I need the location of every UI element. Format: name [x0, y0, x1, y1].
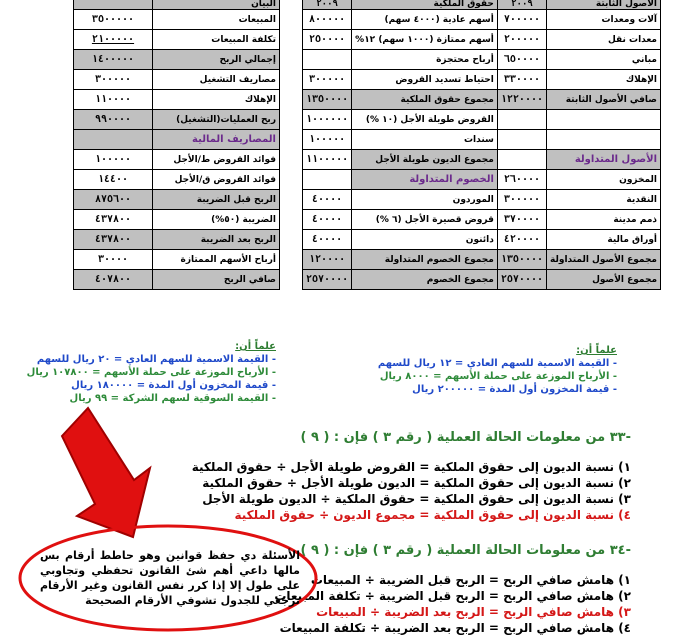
income-row	[74, 110, 280, 130]
balance-cell-value	[497, 130, 546, 150]
income-row	[74, 230, 280, 250]
balance-row	[303, 110, 661, 130]
income-header-label: البيان	[153, 0, 280, 10]
balance-row	[303, 210, 661, 230]
notes-right	[378, 344, 617, 396]
balance-cell-value: ٢٥٧٠٠٠٠	[497, 270, 546, 290]
balance-cell-label	[547, 110, 661, 130]
income-header-value	[74, 0, 153, 10]
balance-cell-value: ١١٠٠٠٠٠	[303, 150, 352, 170]
balance-cell-label: أرباح محتجزة	[352, 50, 498, 70]
choice-1: ١) هامش صافي الربح = الربح قبل الضريبة ÷ المبيعات	[310, 573, 631, 587]
notes-right-line: - القيمة الاسمية للسهم العادي = ١٢ ريال للسهم	[377, 358, 617, 369]
balance-row	[303, 10, 661, 30]
balance-cell-value: ٤٠٠٠٠	[303, 230, 352, 250]
balance-row	[303, 250, 661, 270]
balance-cell-value: ١٣٥٠٠٠٠	[497, 250, 546, 270]
balance-row	[303, 90, 661, 110]
balance-row	[303, 190, 661, 210]
income-row	[74, 250, 280, 270]
balance-cell-label: مجموع الخصوم	[352, 270, 498, 290]
income-row-value: ٢١٠٠٠٠٠	[74, 30, 153, 50]
income-row-value: ٣٠٠٠٠	[74, 250, 153, 270]
balance-cell-value: ١٢٠٠٠٠	[303, 250, 352, 270]
balance-row	[303, 270, 661, 290]
income-row	[74, 10, 280, 30]
income-row-value: ٣٥٠٠٠٠٠	[74, 10, 153, 30]
balance-cell-value: ١٣٥٠٠٠٠	[303, 90, 352, 110]
income-row-label: أرباح الأسهم الممتازة	[153, 250, 280, 270]
income-row	[74, 150, 280, 170]
balance-cell-value: ١٠٠٠٠٠	[303, 130, 352, 150]
income-row-label: فوائد القروض ق/الأجل	[153, 170, 280, 190]
balance-cell-label: مجموع الأصول المتداولة	[547, 250, 661, 270]
income-row-label: الضريبة (٥٠%)	[153, 210, 280, 230]
notes-left-line: - القيمة السوقية لسهم الشركة = ٩٩ ريال	[69, 393, 276, 404]
income-row-label: تكلفة المبيعات	[153, 30, 280, 50]
annotation-note: الأسئلة دي حفظ قوانين وهو حاطط أرقام بس مالها داعي أهم شئ القانون تحفظي وتجاوبي على طول إلا إذا كرر نفس القانون وغير الأرقام ترجعي للجدول تشوفي الأرقام الصحيحة	[40, 549, 300, 607]
balance-cell-label	[547, 130, 661, 150]
balance-cell-value: ٢٠٠٠٠٠	[497, 30, 546, 50]
balance-cell-label: الموردون	[352, 190, 498, 210]
income-row-label: الإهلاك	[153, 90, 280, 110]
income-row	[74, 50, 280, 70]
income-row-label: فوائد القروض ط/الأجل	[153, 150, 280, 170]
choice-3-correct: ٣) هامش صافي الربح = الربح بعد الضريبة ÷ المبيعات	[316, 605, 631, 619]
balance-cell-label: أوراق مالية	[547, 230, 661, 250]
balance-row	[303, 170, 661, 190]
income-row-label: صافي الربح	[153, 270, 280, 290]
income-statement-table	[73, 0, 280, 290]
balance-cell-label: القروض طويلة الأجل (١٠ %)	[352, 110, 498, 130]
balance-cell-label: احتياط تسديد القروض	[352, 70, 498, 90]
income-row-value: ٤٠٧٨٠٠	[74, 270, 153, 290]
choice-4: ٤) هامش صافي الربح = الربح بعد الضريبة ÷ تكلفة المبيعات	[279, 621, 631, 635]
income-row-value	[74, 130, 153, 150]
balance-cell-label: النقدية	[547, 190, 661, 210]
balance-cell-label: مجموع الديون طويلة الأجل	[352, 150, 498, 170]
assets-year-header: ٢٠٠٩	[497, 0, 546, 10]
income-row-label: إجمالي الربح	[153, 50, 280, 70]
notes-left	[27, 340, 276, 405]
notes-left-line: - قيمة المخزون أول المدة = ١٨٠٠٠٠ ريال	[71, 380, 276, 391]
notes-right-line: - الأرباح الموزعة على حملة الأسهم = ٨٠٠٠ ريال	[379, 371, 617, 382]
equity-header: حقوق الملكية	[352, 0, 498, 10]
balance-cell-label: صافي الأصول الثابتة	[547, 90, 661, 110]
income-row	[74, 210, 280, 230]
balance-cell-label: الأصول المتداولة	[547, 150, 661, 170]
balance-cell-value: ٦٥٠٠٠٠	[497, 50, 546, 70]
balance-sheet-table	[302, 0, 661, 290]
income-row-value: ١٤٠٠٠٠٠	[74, 50, 153, 70]
balance-cell-label: مباني	[547, 50, 661, 70]
balance-row	[303, 130, 661, 150]
income-row	[74, 70, 280, 90]
balance-cell-label: سندات	[352, 130, 498, 150]
income-row-value: ٩٩٠٠٠٠	[74, 110, 153, 130]
balance-cell-value	[497, 110, 546, 130]
balance-cell-label: ذمم مدينة	[547, 210, 661, 230]
balance-cell-label: معدات نقل	[547, 30, 661, 50]
income-row-value: ١٤٤٠٠	[74, 170, 153, 190]
balance-cell-value: ٣٠٠٠٠٠	[497, 190, 546, 210]
balance-cell-value	[303, 170, 352, 190]
balance-cell-value: ٤٠٠٠٠	[303, 210, 352, 230]
notes-right-line: - قيمة المخزون أول المدة = ٢٠٠٠٠٠ ريال	[412, 384, 617, 395]
balance-row	[303, 150, 661, 170]
income-row	[74, 130, 280, 150]
notes-left-title: علماً أن:	[235, 341, 276, 352]
balance-cell-value	[303, 50, 352, 70]
notes-right-title: علماً أن:	[576, 345, 617, 356]
notes-left-line: - الأرباح الموزعة على حملة الأسهم = ١٠٧٨٠٠ ريال	[26, 367, 276, 378]
balance-cell-value: ٤٠٠٠٠	[303, 190, 352, 210]
balance-cell-label: أسهم ممتازة (١٠٠٠ سهم) ١٢%	[352, 30, 498, 50]
choice-2: ٢) هامش صافي الربح = الربح قبل الضريبة ÷ تكلفة المبيعات	[274, 589, 631, 603]
choice-3: ٣) نسبة الديون إلى حقوق الملكية = حقوق الملكية ÷ الديون طويلة الأجل	[202, 492, 631, 506]
income-row-label: الربح قبل الضريبة	[153, 190, 280, 210]
balance-cell-label: دائنون	[352, 230, 498, 250]
balance-cell-label: المخزون	[547, 170, 661, 190]
question-33-choices	[192, 459, 631, 523]
balance-cell-label: مجموع الخصوم المتداولة	[352, 250, 498, 270]
income-row	[74, 90, 280, 110]
income-row	[74, 270, 280, 290]
balance-header-row	[303, 0, 661, 10]
fixed-assets-header: الأصول الثابتة	[547, 0, 661, 10]
balance-cell-label: الخصوم المتداولة	[352, 170, 498, 190]
balance-cell-value: ١٢٢٠٠٠٠	[497, 90, 546, 110]
notes-left-line: - القيمة الاسمية للسهم العادي = ٢٠ ريال للسهم	[36, 354, 276, 365]
choice-1: ١) نسبة الديون إلى حقوق الملكية = القروض طويلة الأجل ÷ حقوق الملكية	[191, 460, 631, 474]
balance-cell-value: ٢٥٠٠٠٠	[303, 30, 352, 50]
red-arrow	[62, 408, 150, 537]
balance-cell-value: ١٠٠٠٠٠٠	[303, 110, 352, 130]
income-row-label: المبيعات	[153, 10, 280, 30]
balance-row	[303, 70, 661, 90]
income-row-value: ١٠٠٠٠٠	[74, 150, 153, 170]
income-row	[74, 190, 280, 210]
balance-cell-value: ٤٢٠٠٠٠	[497, 230, 546, 250]
balance-cell-label: مجموع حقوق الملكية	[352, 90, 498, 110]
balance-cell-value: ٢٦٠٠٠٠	[497, 170, 546, 190]
balance-row	[303, 30, 661, 50]
balance-cell-label: آلات ومعدات	[547, 10, 661, 30]
equity-year-header: ٢٠٠٩	[303, 0, 352, 10]
income-row-label: الربح بعد الضريبة	[153, 230, 280, 250]
choice-4-correct: ٤) نسبة الديون إلى حقوق الملكية = مجموع الديون ÷ حقوق الملكية	[234, 508, 631, 522]
balance-cell-value: ٨٠٠٠٠٠	[303, 10, 352, 30]
income-row-label: المصاريف المالية	[153, 130, 280, 150]
question-33-title: -٣٣ من معلومات الحالة العملية ( رقم ٣ ) فإن : ( ٩ )	[300, 430, 631, 445]
balance-cell-label: مجموع الأصول	[547, 270, 661, 290]
balance-cell-value	[497, 150, 546, 170]
balance-cell-label: الإهلاك	[547, 70, 661, 90]
income-row-value: ٤٣٧٨٠٠	[74, 230, 153, 250]
income-row-value: ٨٧٥٦٠٠	[74, 190, 153, 210]
income-row	[74, 30, 280, 50]
balance-row	[303, 230, 661, 250]
income-row-value: ١١٠٠٠٠	[74, 90, 153, 110]
balance-cell-value: ٧٠٠٠٠٠	[497, 10, 546, 30]
question-34-choices	[274, 572, 631, 636]
balance-cell-value: ٢٥٧٠٠٠٠	[303, 270, 352, 290]
income-row-value: ٤٣٧٨٠٠	[74, 210, 153, 230]
choice-2: ٢) نسبة الديون إلى حقوق الملكية = الديون طويلة الأجل ÷ حقوق الملكية	[202, 476, 631, 490]
balance-cell-value: ٣٧٠٠٠٠	[497, 210, 546, 230]
balance-cell-label: أسهم عادية (٤٠٠٠ سهم)	[352, 10, 498, 30]
income-row-value: ٣٠٠٠٠٠	[74, 70, 153, 90]
balance-row	[303, 50, 661, 70]
balance-cell-value: ٣٠٠٠٠٠	[303, 70, 352, 90]
income-header-row	[74, 0, 280, 10]
income-row-label: مصاريف التشغيل	[153, 70, 280, 90]
question-34-title: -٣٤ من معلومات الحالة العملية ( رقم ٣ ) فإن : ( ٩ )	[300, 543, 631, 558]
balance-cell-label: قروض قصيرة الأجل (٦ %)	[352, 210, 498, 230]
income-row-label: ربح العمليات(التشغيل)	[153, 110, 280, 130]
balance-cell-value: ٣٣٠٠٠٠	[497, 70, 546, 90]
income-row	[74, 170, 280, 190]
